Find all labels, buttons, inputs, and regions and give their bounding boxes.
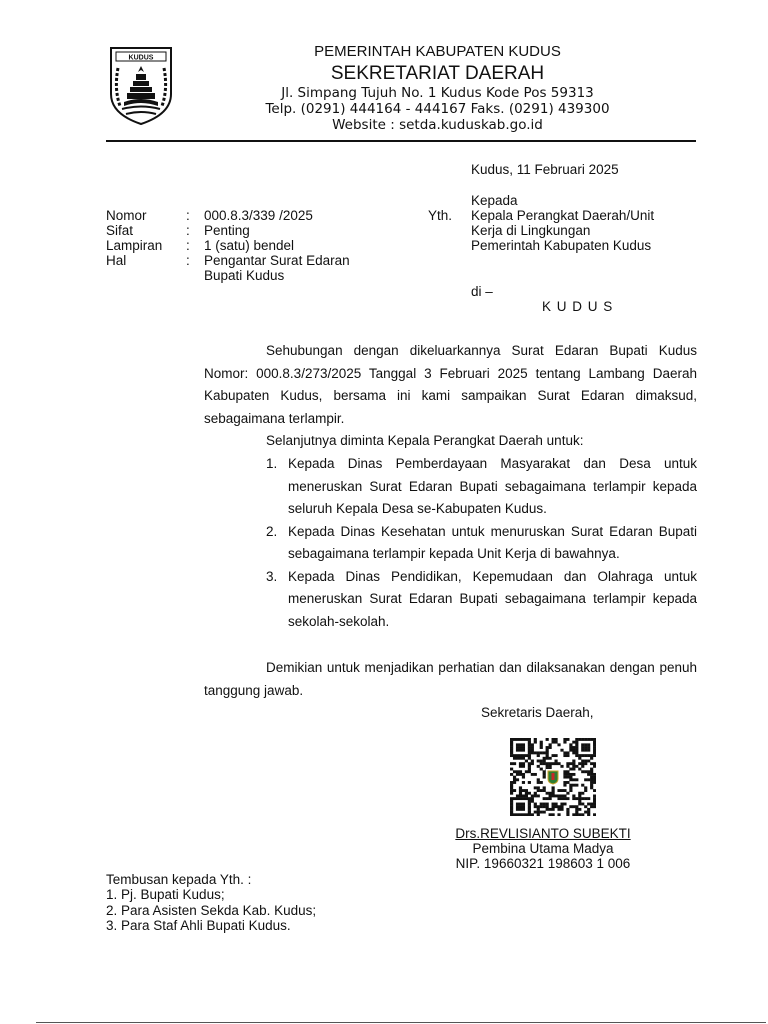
meta-label: Hal [106,253,127,268]
meta-label: Lampiran [106,238,163,253]
regency-logo [106,44,176,126]
meta-value: 1 (satu) bendel [204,238,295,253]
meta-row-sifat [106,223,414,238]
meta-row-hal [106,253,414,283]
body-paragraph-2: Selanjutnya diminta Kepala Perangkat Daerah untuk: [266,433,584,448]
meta-row-lampiran [106,238,414,253]
addressee-line-1: Kepala Perangkat Daerah/Unit [471,208,655,223]
meta-label: Nomor [106,208,147,223]
addressee-line-3: Pemerintah Kabupaten Kudus [471,238,652,253]
letterhead-phone: Telp. (0291) 444164 - 444167 Faks. (0291) 439300 [265,101,610,117]
list-item-text: Kepada Dinas Kesehatan untuk menuruskan Surat Edaran Bupati sebagaimana terlampir kepada Unit Kerja di bawahnya. [288,523,697,561]
meta-value: 000.8.3/339 /2025 [204,208,313,223]
meta-colon: : [186,223,190,238]
meta-row-nomor [106,208,414,223]
qr-code-icon [510,738,596,816]
list-item [266,521,697,566]
letterhead-divider [106,140,696,142]
body-paragraph-1: Sehubungan dengan dikeluarkannya Surat Edaran Bupati Kudus Nomor: 000.8.3/273/2025 Tanggal 3 Februari 2025 tentang Lambang Daerah Kabupaten Kudus, bersama ini kami sampaikan Surat Edaran dimaksud, sebagaimana terlampir. [204,343,697,426]
cc-item: 3. Para Staf Ahli Bupati Kudus. [106,918,291,933]
list-item-text: Kepada Dinas Pendidikan, Kepemudaan dan Olahraga untuk meneruskan Surat Edaran Bupati sebagaimana terlampir kepada sekolah-sekolah. [288,568,697,629]
list-item [266,453,697,521]
meta-label: Sifat [106,223,134,238]
cc-item: 1. Pj. Bupati Kudus; [106,887,225,902]
instruction-list [266,453,697,633]
list-item-text: Kepada Dinas Pemberdayaan Masyarakat dan Desa untuk meneruskan Surat Edaran Bupati sebagaimana terlampir kepada seluruh Kepala Desa se-Kabupaten Kudus. [288,456,697,516]
meta-colon: : [186,253,190,268]
body-paragraph-3: Demikian untuk menjadikan perhatian dan dilaksanakan dengan penuh tanggung jawab. [204,660,697,698]
qr-center-emblem-icon [546,769,560,785]
letter-date: Kudus, 11 Februari 2025 [471,162,619,177]
logo-banner-text: KUDUS [128,54,154,62]
page-bottom-edge [36,1022,766,1023]
letterhead-office: SEKRETARIAT DAERAH [330,63,545,84]
cc-item: 2. Para Asisten Sekda Kab. Kudus; [106,903,317,918]
addressee-di: di – [471,284,493,299]
meta-colon: : [186,208,190,223]
list-item-number: 3. [266,568,278,584]
list-item-number: 2. [266,523,278,539]
meta-value-line-1: Pengantar Surat Edaran [204,253,350,268]
meta-colon: : [186,238,190,253]
meta-value [204,253,414,283]
addressee-yth: Yth. [428,208,453,223]
meta-value: Penting [204,223,250,238]
cc-heading: Tembusan kepada Yth. : [106,872,252,887]
signatory-rank: Pembina Utama Madya [472,841,614,856]
list-item-number: 1. [266,456,278,471]
kudus-coat-of-arms-icon [106,44,176,126]
signature-title: Sekretaris Daerah, [481,705,594,720]
letterhead-address: Jl. Simpang Tujuh No. 1 Kudus Kode Pos 59313 [281,85,594,101]
letterhead-government: PEMERINTAH KABUPATEN KUDUS [314,43,561,60]
list-item [266,566,697,634]
addressee-city: K U D U S [542,299,614,314]
qr-code [510,738,596,816]
addressee-line-2: Kerja di Lingkungan [471,223,591,238]
signatory-name: Drs.REVLISIANTO SUBEKTI [455,826,631,841]
addressee-kepada: Kepada [471,193,518,208]
meta-value-line-2: Bupati Kudus [204,268,285,283]
signatory-nip: NIP. 19660321 198603 1 006 [455,856,631,871]
letterhead-website: Website : setda.kuduskab.go.id [332,117,543,133]
